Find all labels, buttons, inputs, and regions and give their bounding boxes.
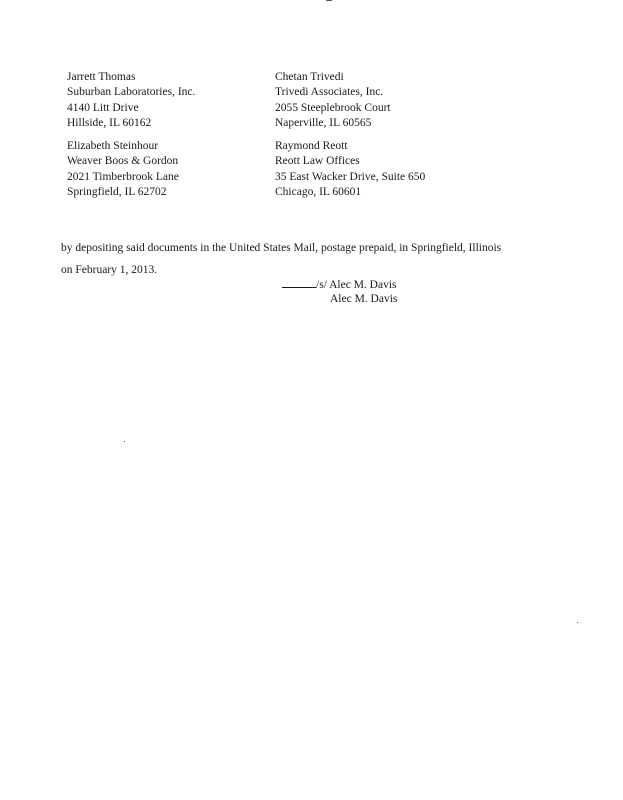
signature-line (282, 279, 397, 293)
signature-block (282, 279, 397, 306)
address-name: Elizabeth Steinhour (67, 140, 159, 152)
scan-speck (577, 622, 578, 623)
address-org: Suburban Laboratories, Inc. (67, 86, 196, 99)
address-block-chetan-trivedi (275, 70, 391, 132)
address-street: 2021 Timberbrook Lane (67, 170, 179, 183)
address-street: 35 East Wacker Drive, Suite 650 (275, 170, 426, 183)
address-org: Trivedi Associates, Inc. (275, 86, 384, 99)
address-org: Weaver Boos & Gordon (67, 155, 179, 168)
address-city: Springfield, IL 62702 (67, 186, 167, 199)
address-block-elizabeth-steinhour (67, 139, 179, 201)
electronic-signature: /s/ Alec M. Davis (316, 279, 397, 291)
address-city: Naperville, IL 60565 (275, 117, 372, 130)
scan-speck (124, 441, 125, 442)
address-name: Raymond Reott (275, 140, 348, 152)
address-city: Hillside, IL 60162 (67, 117, 152, 130)
address-block-jarrett-thomas (67, 70, 195, 132)
address-org: Reott Law Offices (275, 155, 360, 168)
scan-speck (326, 0, 332, 1)
address-street: 4140 Litt Drive (67, 101, 139, 114)
address-name: Chetan Trivedi (275, 71, 344, 83)
address-street: 2055 Steeplebrook Court (275, 101, 391, 114)
address-city: Chicago, IL 60601 (275, 186, 362, 199)
address-block-raymond-reott (275, 139, 425, 201)
signature-rule (282, 286, 316, 288)
mailing-line-2: on February 1, 2013. (61, 264, 158, 276)
mailing-line-1: by depositing said documents in the United States Mail, postage prepaid, in Springfield, Illinois (61, 242, 502, 254)
mailing-statement (61, 237, 501, 281)
address-name: Jarrett Thomas (67, 71, 136, 83)
printed-name: Alec M. Davis (330, 292, 398, 305)
